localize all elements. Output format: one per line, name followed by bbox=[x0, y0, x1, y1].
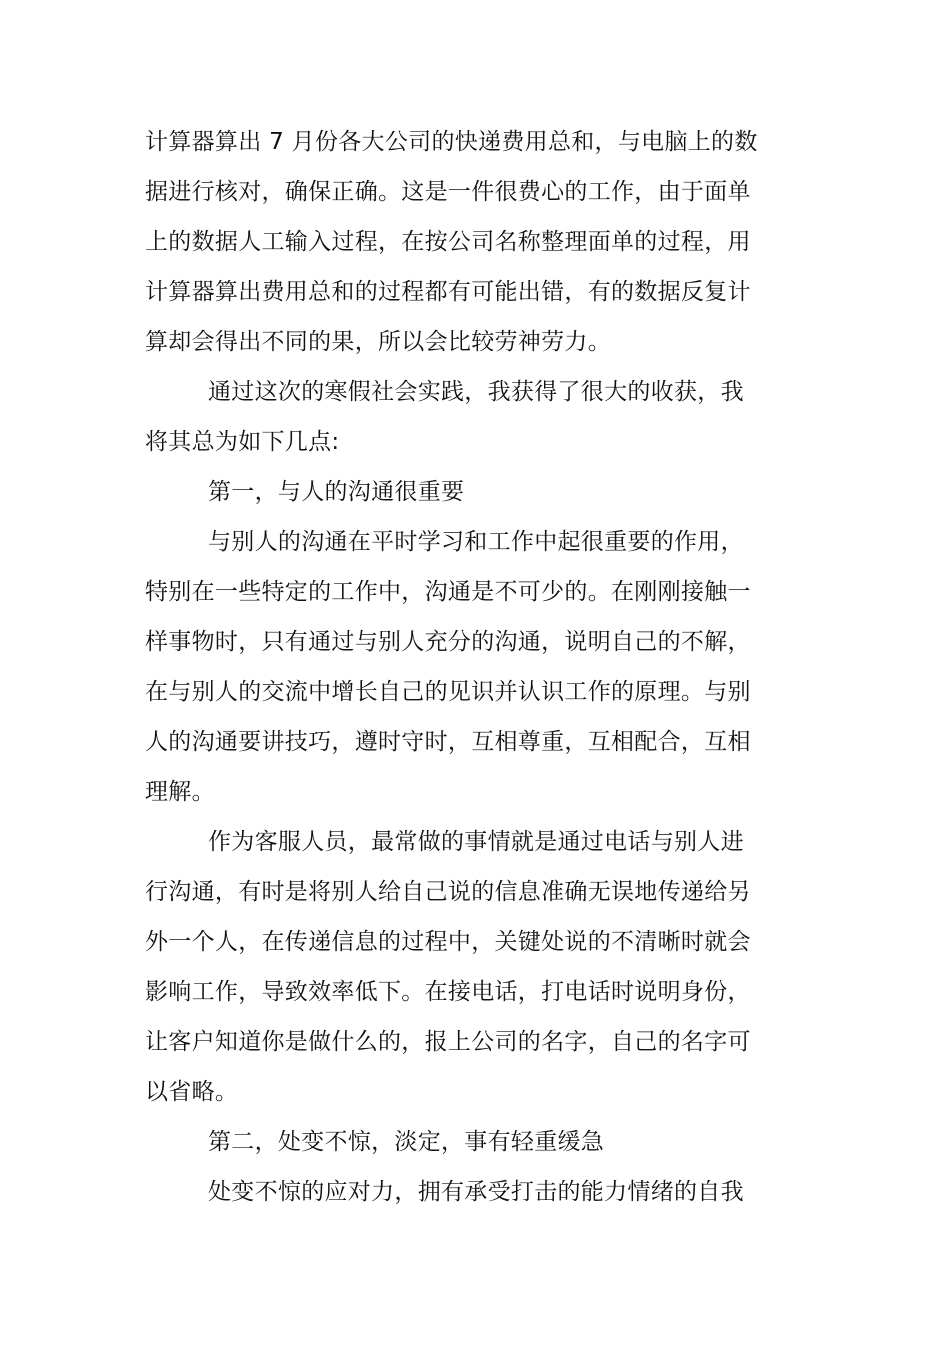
text-line: 特别在一些特定的工作中，沟通是不可少的。在刚刚接触一 bbox=[145, 579, 751, 605]
text-line: 算却会得出不同的果，所以会比较劳神劳力。 bbox=[145, 329, 611, 355]
text-line: 行沟通，有时是将别人给自己说的信息准确无误地传递给另 bbox=[145, 879, 751, 905]
paragraph-first-line: 与别人的沟通在平时学习和工作中起很重要的作用， bbox=[208, 529, 744, 555]
text-line: 让客户知道你是做什么的，报上公司的名字，自己的名字可 bbox=[145, 1029, 751, 1055]
text-line: 以省略。 bbox=[145, 1079, 239, 1105]
text-line: 人的沟通要讲技巧，遵时守时，互相尊重，互相配合，互相 bbox=[145, 729, 751, 755]
paragraph-first-line: 作为客服人员，最常做的事情就是通过电话与别人进 bbox=[208, 829, 744, 855]
text-line: 影响工作，导致效率低下。在接电话，打电话时说明身份， bbox=[145, 979, 751, 1005]
text-line: 理解。 bbox=[145, 779, 215, 805]
text-line: 外一个人，在传递信息的过程中，关键处说的不清晰时就会 bbox=[145, 929, 751, 955]
text-line: 计算器算出 7 月份各大公司的快递费用总和，与电脑上的数 bbox=[145, 129, 758, 155]
text-line: 据进行核对，确保正确。这是一件很费心的工作，由于面单 bbox=[145, 179, 751, 205]
text-line: 上的数据人工输入过程，在按公司名称整理面单的过程，用 bbox=[145, 229, 751, 255]
section-heading: 第二，处变不惊，淡定，事有轻重缓急 bbox=[208, 1129, 605, 1155]
section-heading: 第一，与人的沟通很重要 bbox=[208, 479, 465, 505]
paragraph-first-line: 通过这次的寒假社会实践，我获得了很大的收获，我 bbox=[208, 379, 744, 405]
text-line: 计算器算出费用总和的过程都有可能出错，有的数据反复计 bbox=[145, 279, 751, 305]
text-line: 将其总为如下几点: bbox=[145, 429, 340, 455]
text-line: 样事物时，只有通过与别人充分的沟通，说明自己的不解， bbox=[145, 629, 751, 655]
paragraph-first-line: 处变不惊的应对力，拥有承受打击的能力情绪的自我 bbox=[208, 1179, 744, 1205]
text-line: 在与别人的交流中增长自己的见识并认识工作的原理。与别 bbox=[145, 679, 751, 705]
